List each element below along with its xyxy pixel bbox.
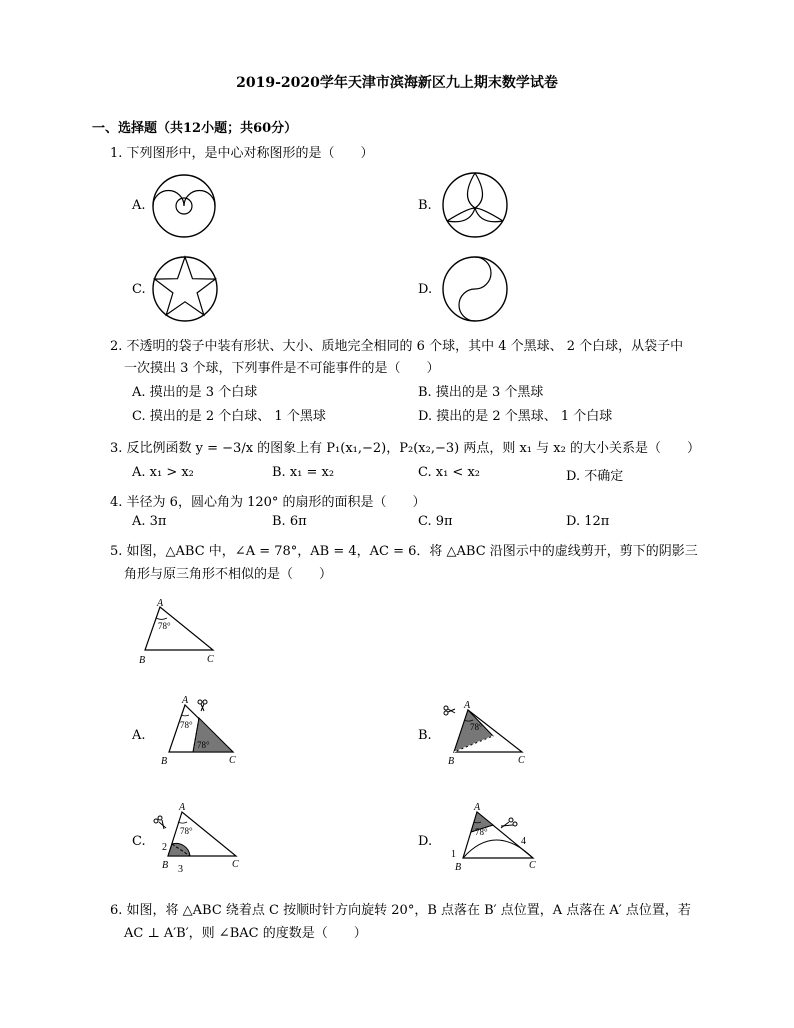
q5a-vertex-a: A <box>182 695 189 706</box>
q5d-num-4: 4 <box>521 836 526 847</box>
section-heading: 一、选择题（共12小题；共60分） <box>92 121 298 136</box>
q5d-vertex-c: C <box>529 860 536 871</box>
scissors-icon <box>154 816 166 829</box>
q2-option-a: A. 摸出的是 3 个白球 <box>132 385 258 400</box>
q5d-angle: 78° <box>475 827 488 837</box>
q1-figure-d <box>440 254 510 324</box>
q5c-num-3: 3 <box>178 864 183 875</box>
q5c-num-2: 2 <box>162 842 167 853</box>
q1-label-c: C. <box>132 282 146 297</box>
question-6-stem-1: 6. 如图，将 △ABC 绕着点 C 按顺时针方向旋转 20°，B 点落在 B′ 点位置，A 点落在 A′ 点位置，若 <box>110 903 691 918</box>
q1-figure-b <box>440 170 510 240</box>
q5b-angle: 78° <box>470 722 483 732</box>
q5-main-triangle <box>135 595 225 670</box>
q5b-vertex-b: B <box>448 756 455 767</box>
q3-option-d: D. 不确定 <box>566 469 624 484</box>
q5c-angle: 78° <box>180 826 193 836</box>
q5-label-a: A. <box>132 728 146 743</box>
q1-label-b: B. <box>418 198 432 213</box>
question-6-stem-2: AC ⊥ A′B′，则 ∠BAC 的度数是（ ） <box>124 926 367 941</box>
question-3-stem: 3. 反比例函数 y = −3/x 的图象上有 P₁(x₁,−2)，P₂(x₂,−3) 两点，则 x₁ 与 x₂ 的大小关系是（ ） <box>110 441 700 456</box>
question-5-stem-1: 5. 如图，△ABC 中，∠A = 78°，AB = 4，AC = 6．将 △ABC 沿图示中的虚线剪开，剪下的阴影三 <box>110 544 698 559</box>
q4-option-b: B. 6π <box>272 514 307 529</box>
q3-option-b: B. x₁ = x₂ <box>272 465 335 480</box>
q5d-vertex-a: A <box>474 802 481 813</box>
q1-figure-c <box>150 254 220 324</box>
scissors-icon <box>501 818 517 828</box>
q3-option-c: C. x₁ < x₂ <box>418 465 480 480</box>
q5-label-c: C. <box>132 834 146 849</box>
q1-label-d: D. <box>418 282 433 297</box>
q5-figure-a <box>155 695 245 767</box>
q5-vertex-c: C <box>207 654 214 665</box>
q5-angle-label: 78° <box>158 621 171 631</box>
q5-figure-d <box>445 800 545 876</box>
scissors-icon <box>444 706 455 715</box>
q5d-num-1: 1 <box>451 849 456 860</box>
q2-option-d: D. 摸出的是 2 个黑球、 1 个白球 <box>418 409 613 424</box>
q5-vertex-a: A <box>157 598 164 609</box>
q5a-angle-2: 78° <box>197 740 210 750</box>
q1-figure-a <box>150 172 218 240</box>
q5a-angle-1: 78° <box>180 720 193 730</box>
page-title: 2019-2020学年天津市滨海新区九上期末数学试卷 <box>236 75 558 91</box>
q5a-vertex-b: B <box>161 756 168 767</box>
q4-option-a: A. 3π <box>132 514 167 529</box>
q4-option-d: D. 12π <box>566 514 610 529</box>
question-2-stem-2: 一次摸出 3 个球，下列事件是不可能事件的是（ ） <box>124 361 440 376</box>
question-4-stem: 4. 半径为 6，圆心角为 120° 的扇形的面积是（ ） <box>110 495 426 510</box>
q1-label-a: A. <box>132 198 146 213</box>
q5b-vertex-a: A <box>464 700 471 711</box>
question-2-stem-1: 2. 不透明的袋子中装有形状、大小、质地完全相同的 6 个球，其中 4 个黑球、 2 个白球，从袋子中 <box>110 339 684 354</box>
question-5-stem-2: 角形与原三角形不相似的是（ ） <box>124 567 333 582</box>
q5-vertex-b: B <box>139 655 146 666</box>
q2-option-c: C. 摸出的是 2 个白球、 1 个黑球 <box>132 409 326 424</box>
q5-figure-b <box>440 700 535 768</box>
q5d-vertex-b: B <box>455 862 462 873</box>
q5-label-b: B. <box>418 728 432 743</box>
q5c-vertex-a: A <box>179 802 186 813</box>
q5b-vertex-c: C <box>518 755 525 766</box>
q4-option-c: C. 9π <box>418 514 453 529</box>
q5-label-d: D. <box>418 834 433 849</box>
q5c-vertex-c: C <box>232 859 239 870</box>
scissors-icon <box>198 700 207 711</box>
q5a-vertex-c: C <box>229 755 236 766</box>
q5-figure-c <box>150 800 245 878</box>
q2-option-b: B. 摸出的是 3 个黑球 <box>418 385 544 400</box>
q5c-vertex-b: B <box>162 860 169 871</box>
q3-option-a: A. x₁ > x₂ <box>132 465 194 480</box>
question-1-stem: 1. 下列图形中，是中心对称图形的是（ ） <box>110 146 374 161</box>
